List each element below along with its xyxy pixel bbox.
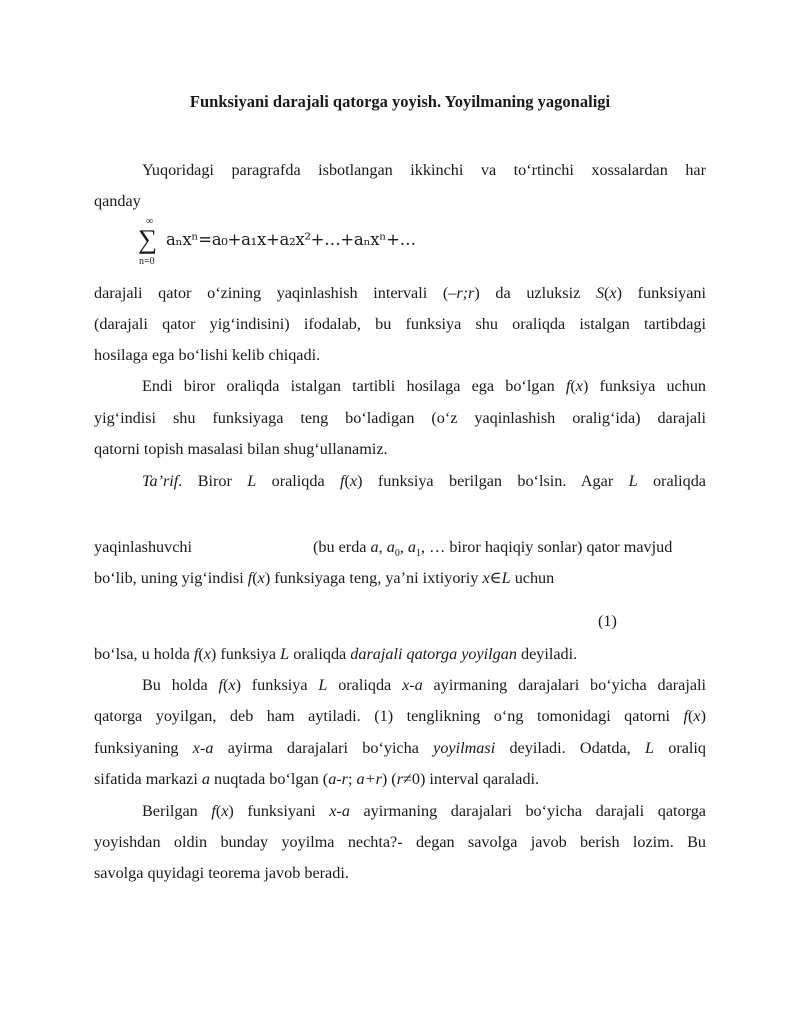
word-yaqinlashuvchi: yaqinlashuvchi <box>94 538 193 556</box>
paragraph-6-line-2: yoyishdan oldin bunday yoyilma nechta?- degan savolga javob berish lozim. Bu <box>94 833 706 851</box>
page-title: Funksiyani darajali qatorga yoyish. Yoyilmaning yagonaligi <box>189 92 611 111</box>
paragraph-1-line-2: qanday <box>94 192 141 210</box>
sigma-symbol: ∑ <box>138 224 158 254</box>
paragraph-3-line-3: qatorni topish masalasi bilan shug‘ullanamiz. <box>94 440 388 458</box>
definition-line-4: bo‘lsa, u holda f(x) funksiya L oraliqda darajali qatorga yoyilgan deyiladi. <box>94 645 578 663</box>
paragraph-3-line-2: yig‘indisi shu funksiyaga teng bo‘ladigan (o‘z yaqinlashish oralig‘ida) darajali <box>94 409 706 427</box>
paragraph-1-line-1: Yuqoridagi paragrafda isbotlangan ikkinchi va to‘rtinchi xossalardan har <box>142 161 706 179</box>
paragraph-3-line-1: Endi biror oraliqda istalgan tartibli hosilaga ega bo‘lgan f(x) funksiya uchun <box>142 377 707 395</box>
equation-number: (1) <box>598 612 617 630</box>
definition-line-3: bo‘lib, uning yig‘indisi f(x) funksiyaga teng, ya’ni ixtiyoriy x∈L uchun <box>94 569 555 587</box>
power-series-formula <box>138 216 558 272</box>
sum-upper-limit: ∞ <box>146 216 154 227</box>
sum-lower-limit: n=0 <box>139 256 155 267</box>
paragraph-2-line-2: (darajali qator yig‘indisini) ifodalab, bu funksiya shu oraliqda istalgan tartibdagi <box>94 315 706 333</box>
definition-line-2 <box>94 537 706 560</box>
definition-line-1: Ta’rif. Biror L oraliqda f(x) funksiya berilgan bo‘lsin. Agar L oraliqda <box>142 472 706 490</box>
paragraph-2-line-3: hosilaga ega bo‘lishi kelib chiqadi. <box>94 346 321 364</box>
paragraph-5-line-4: sifatida markazi a nuqtada bo‘lgan (a-r; a+r) (r≠0) interval qaraladi. <box>94 770 540 788</box>
paragraph-5-line-1: Bu holda f(x) funksiya L oraliqda x-a ayirmaning darajalari bo‘yicha darajali <box>142 676 707 694</box>
paragraph-6-line-1: Berilgan f(x) funksiyani x-a ayirmaning darajalari bo‘yicha darajali qatorga <box>142 802 706 820</box>
paragraph-5-line-2: qatorga yoyilgan, deb ham aytiladi. (1) tenglikning o‘ng tomonidagi qatorni f(x) <box>94 707 706 725</box>
series-expression: aₙxⁿ=a₀+a₁x+a₂x²+…+aₙxⁿ+… <box>166 230 416 249</box>
paragraph-5-line-3: funksiyaning x-a ayirma darajalari bo‘yicha yoyilmasi deyiladi. Odatda, L oraliq <box>94 739 706 757</box>
definition-line-2-rest: (bu erda a, $a_0$, $a_1$, … biror haqiqiy sonlar) qator mavjud <box>313 538 673 560</box>
paragraph-2-line-1: darajali qator o‘zining yaqinlashish intervali (–r;r) da uzluksiz S(x) funksiyani <box>94 284 706 302</box>
paragraph-6-line-3: savolga quyidagi teorema javob beradi. <box>94 864 349 882</box>
